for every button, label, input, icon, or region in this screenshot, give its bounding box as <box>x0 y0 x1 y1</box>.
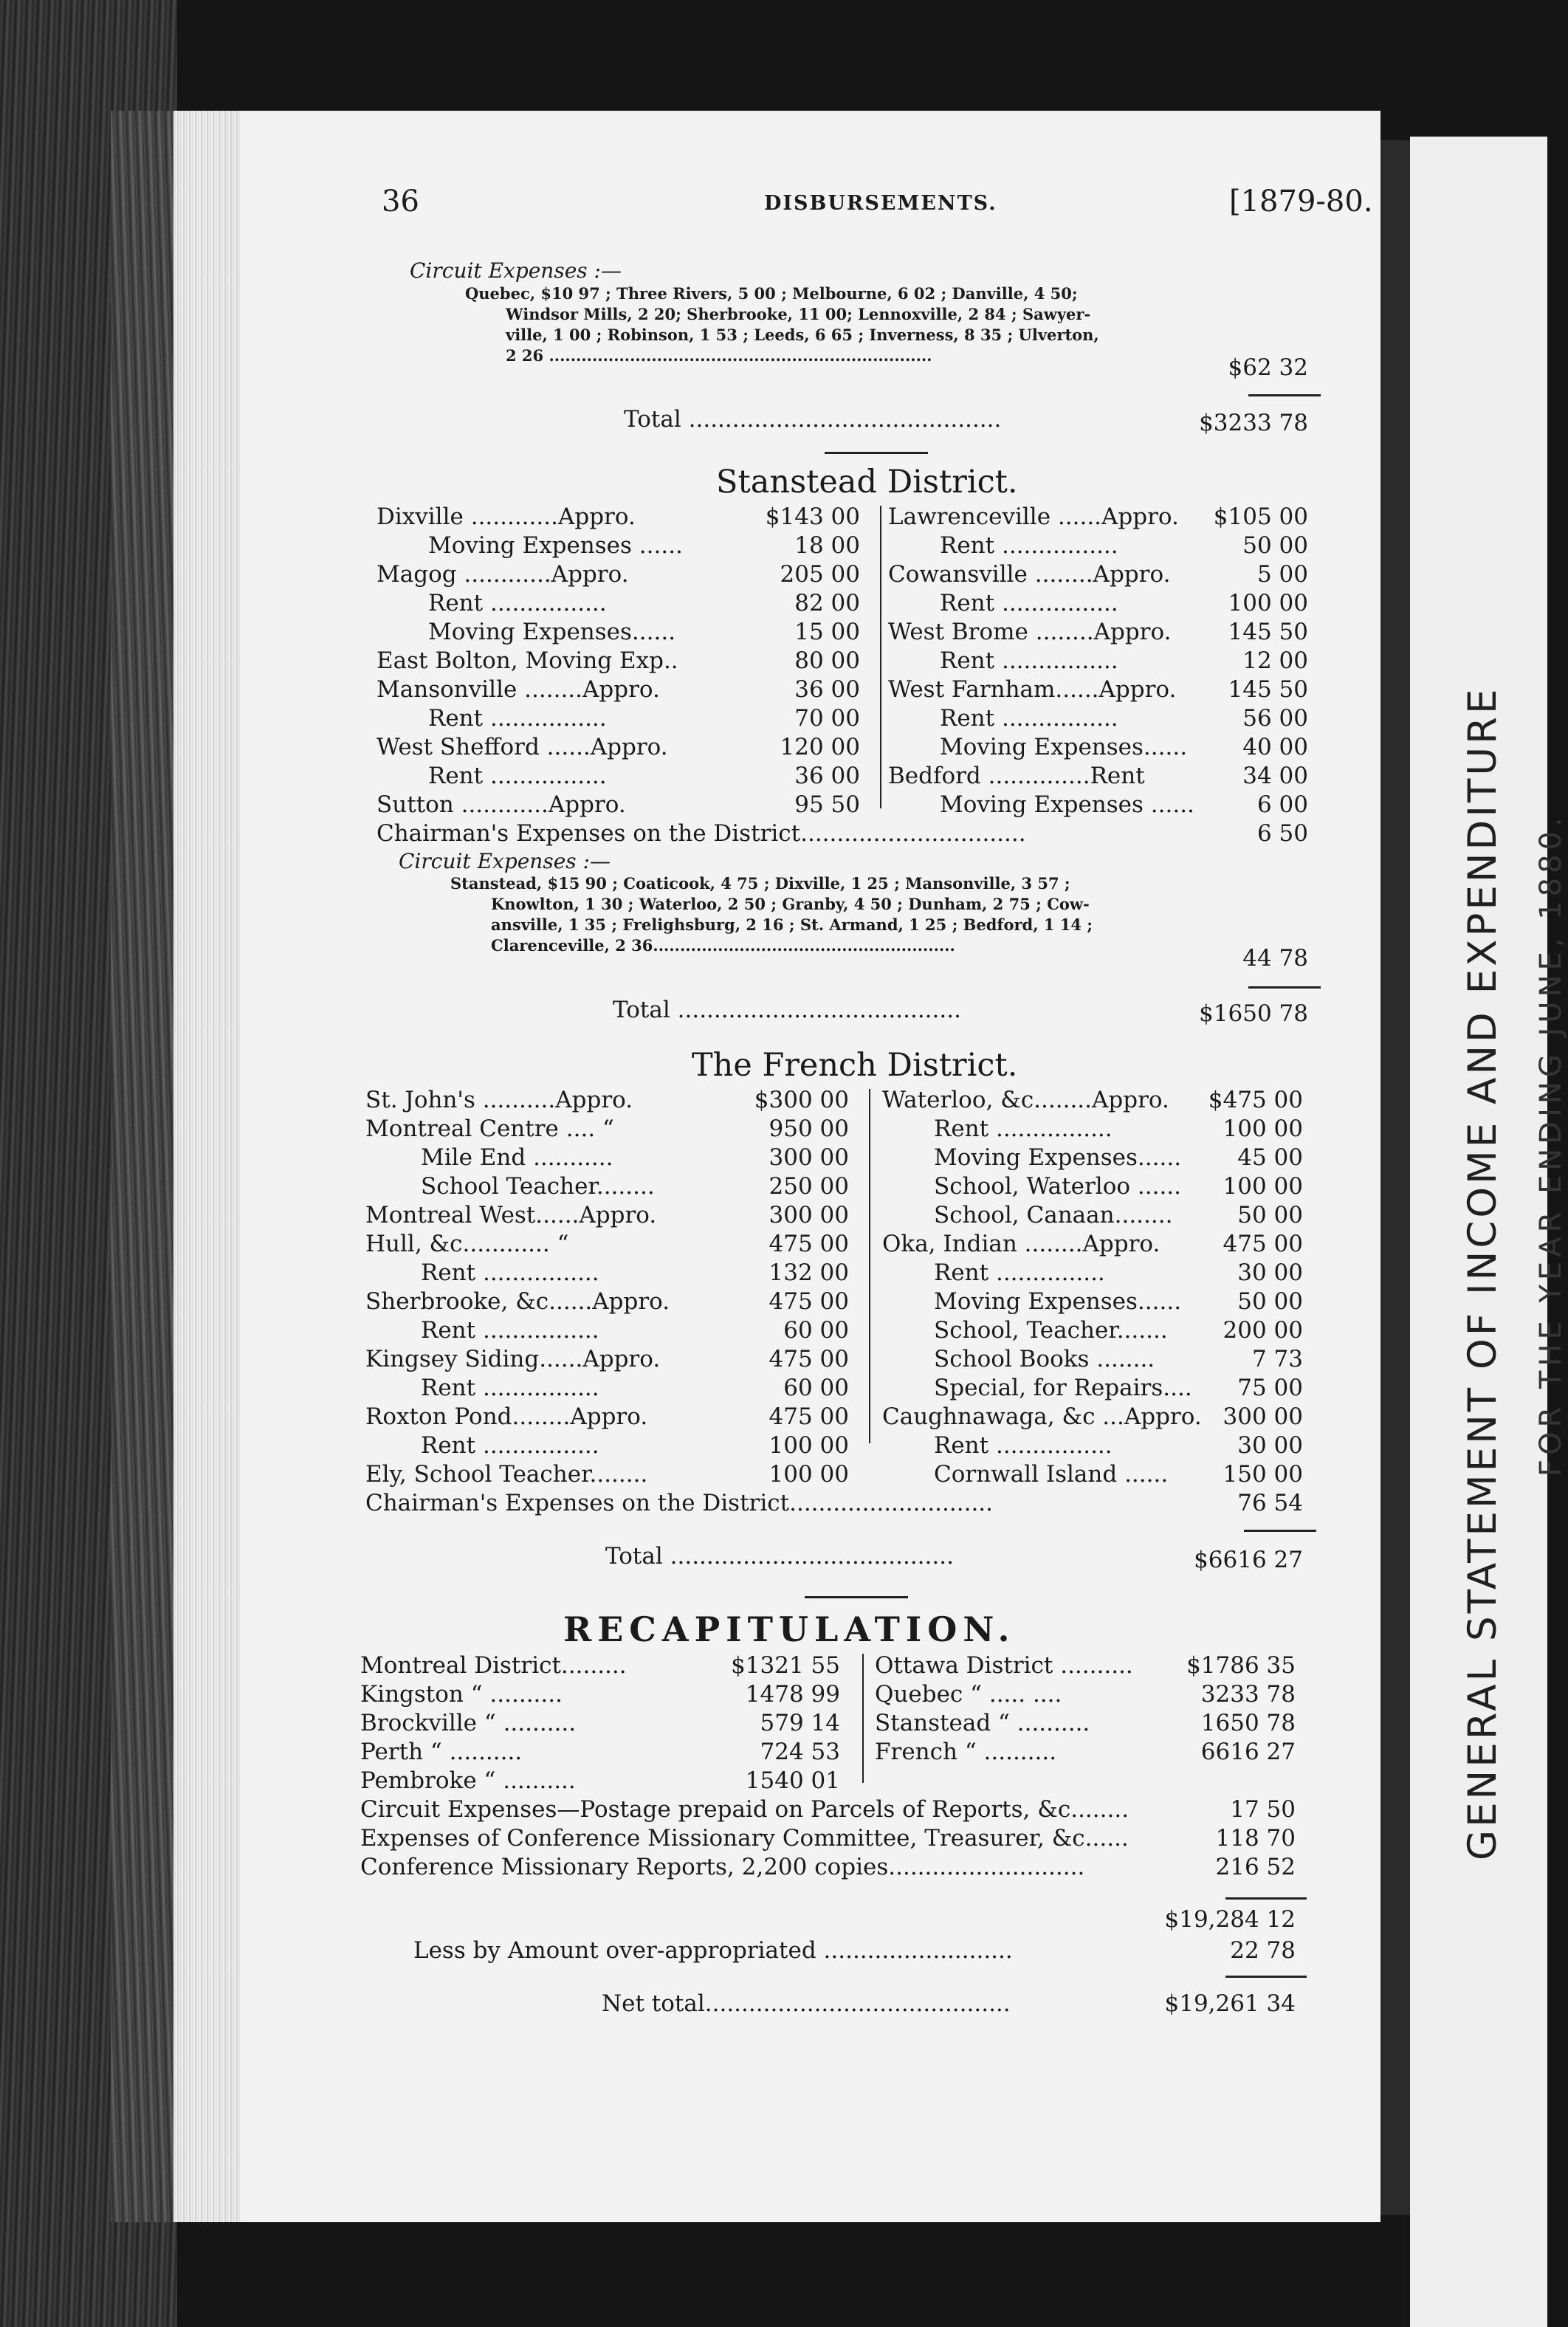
circuit-line: 2 26 ....................................................................... <box>506 346 932 365</box>
list-item: Caughnawaga, &c ...Appro. <box>882 1403 1202 1430</box>
item-amount: 475 00 <box>768 1403 849 1430</box>
list-item: Rent ................ <box>421 1375 599 1401</box>
circuit-line: Quebec, $10 97 ; Three Rivers, 5 00 ; Melbourne, 6 02 ; Danville, 4 50; <box>465 284 1078 303</box>
section-divider <box>825 452 928 454</box>
list-item: Bedford ..............Rent <box>888 763 1145 789</box>
list-item: Mile End ........... <box>421 1144 613 1171</box>
item-amount: 300 00 <box>768 1202 849 1228</box>
item-amount: 100 00 <box>768 1461 849 1488</box>
total-label: Total ....................................... <box>613 997 961 1023</box>
extra-expense: Conference Missionary Reports, 2,200 copies........................... <box>360 1854 1085 1880</box>
item-amount: 6 00 <box>1256 791 1308 818</box>
list-item: Rent ................ <box>940 647 1118 674</box>
sum-rule <box>1225 1897 1307 1900</box>
circuit-heading: Circuit Expenses :— <box>399 849 611 873</box>
list-item: Stanstead “ .......... <box>875 1710 1090 1736</box>
item-amount: 118 70 <box>1215 1825 1296 1852</box>
list-item: Montreal District......... <box>360 1652 627 1679</box>
list-item: Moving Expenses...... <box>940 734 1188 760</box>
item-amount: 120 00 <box>780 734 860 760</box>
item-amount: 34 00 <box>1242 763 1308 789</box>
item-amount: 475 00 <box>1223 1231 1303 1257</box>
facing-page-title: GENERAL STATEMENT OF INCOME AND EXPENDITURE <box>1460 686 1505 1860</box>
less-amount: 22 78 <box>1230 1937 1296 1964</box>
circuit-line: ville, 1 00 ; Robinson, 1 53 ; Leeds, 6 65 ; Inverness, 8 35 ; Ulverton, <box>506 326 1099 344</box>
list-item: Rent ................ <box>428 590 607 616</box>
list-item: Lawrenceville ......Appro. <box>888 503 1179 530</box>
total-amount: $6616 27 <box>1194 1547 1303 1573</box>
section-divider <box>805 1596 908 1598</box>
column-divider <box>869 1089 870 1443</box>
item-amount: 950 00 <box>768 1116 849 1142</box>
item-amount: 6616 27 <box>1200 1739 1296 1765</box>
item-amount: 82 00 <box>794 590 860 616</box>
sum-rule <box>1248 986 1321 989</box>
total-label: Total ....................................... <box>605 1543 954 1570</box>
subtotal-amount: $19,284 12 <box>1164 1906 1296 1933</box>
document-page <box>240 111 1380 2222</box>
net-total-amount: $19,261 34 <box>1164 1990 1296 2017</box>
total-amount: $1650 78 <box>1199 1000 1308 1027</box>
extra-expense: Circuit Expenses—Postage prepaid on Parcels of Reports, &c........ <box>360 1796 1129 1823</box>
item-amount: 76 54 <box>1237 1490 1303 1516</box>
item-amount: 250 00 <box>768 1173 849 1200</box>
item-amount: 5 00 <box>1256 561 1308 588</box>
item-amount: 145 50 <box>1228 619 1308 645</box>
item-amount: 12 00 <box>1242 647 1308 674</box>
item-amount: $1321 55 <box>731 1652 840 1679</box>
item-amount: 45 00 <box>1237 1144 1303 1171</box>
facing-page-subtitle: FOR THE YEAR ENDING JUNE, 1880. <box>1534 813 1568 1477</box>
item-amount: 7 73 <box>1251 1346 1303 1372</box>
list-item: Cornwall Island ...... <box>934 1461 1169 1488</box>
list-item: Special, for Repairs.... <box>934 1375 1192 1401</box>
circuit-line: Windsor Mills, 2 20; Sherbrooke, 11 00; Lennoxville, 2 84 ; Sawyer- <box>506 305 1091 323</box>
list-item: Sherbrooke, &c......Appro. <box>365 1288 670 1315</box>
item-amount: 216 52 <box>1215 1854 1296 1880</box>
list-item: Kingston “ .......... <box>360 1681 563 1708</box>
list-item: Rent ................ <box>421 1432 599 1459</box>
list-item: Magog ............Appro. <box>376 561 629 588</box>
item-amount: 15 00 <box>794 619 860 645</box>
list-item: Hull, &c............ “ <box>365 1231 569 1257</box>
circuit-line: Stanstead, $15 90 ; Coaticook, 4 75 ; Dixville, 1 25 ; Mansonville, 3 57 ; <box>450 874 1070 893</box>
item-amount: 17 50 <box>1230 1796 1296 1823</box>
net-total-label: Net total.......................................... <box>602 1990 1011 2017</box>
list-item: Rent ................ <box>421 1317 599 1344</box>
item-amount: 475 00 <box>768 1231 849 1257</box>
chairman-expenses: Chairman's Expenses on the District............................... <box>376 820 1026 847</box>
item-amount: 18 00 <box>794 532 860 559</box>
list-item: Roxton Pond........Appro. <box>365 1403 648 1430</box>
list-item: School, Canaan........ <box>934 1202 1173 1228</box>
item-amount: $105 00 <box>1213 503 1308 530</box>
item-amount: 100 00 <box>1223 1173 1303 1200</box>
item-amount: 6 50 <box>1256 820 1308 847</box>
item-amount: $475 00 <box>1208 1087 1303 1113</box>
list-item: Rent ................ <box>428 705 607 732</box>
item-amount: 1540 01 <box>745 1767 840 1794</box>
item-amount: 36 00 <box>794 763 860 789</box>
list-item: Rent ................ <box>940 532 1118 559</box>
list-item: Montreal Centre .... “ <box>365 1116 614 1142</box>
item-amount: 50 00 <box>1242 532 1308 559</box>
list-item: Rent ................ <box>934 1432 1113 1459</box>
item-amount: 36 00 <box>794 676 860 703</box>
item-amount: 60 00 <box>783 1317 849 1344</box>
item-amount: 60 00 <box>783 1375 849 1401</box>
item-amount: 1650 78 <box>1200 1710 1296 1736</box>
total-amount: $3233 78 <box>1199 410 1308 436</box>
item-amount: 70 00 <box>794 705 860 732</box>
recap-title: RECAPITULATION. <box>563 1609 1016 1649</box>
circuit-line: Clarenceville, 2 36........................................................ <box>491 936 955 955</box>
item-amount: 145 50 <box>1228 676 1308 703</box>
item-amount: 724 53 <box>760 1739 840 1765</box>
item-amount: 100 00 <box>1228 590 1308 616</box>
total-label: Total ........................................... <box>624 406 1002 433</box>
page-edges <box>173 111 240 2222</box>
list-item: Waterloo, &c........Appro. <box>882 1087 1169 1113</box>
fiscal-year: [1879-80. <box>1229 185 1373 219</box>
list-item: Moving Expenses ...... <box>940 791 1194 818</box>
list-item: School Teacher........ <box>421 1173 655 1200</box>
list-item: Moving Expenses...... <box>428 619 676 645</box>
item-amount: $143 00 <box>765 503 860 530</box>
item-amount: 150 00 <box>1223 1461 1303 1488</box>
list-item: Rent ................ <box>428 763 607 789</box>
list-item: East Bolton, Moving Exp.. <box>376 647 678 674</box>
list-item: Quebec “ ..... .... <box>875 1681 1062 1708</box>
item-amount: 30 00 <box>1237 1259 1303 1286</box>
column-divider <box>862 1654 864 1783</box>
chairman-expenses: Chairman's Expenses on the District............................ <box>365 1490 994 1516</box>
list-item: West Farnham......Appro. <box>888 676 1177 703</box>
district-title: The French District. <box>692 1047 1018 1084</box>
item-amount: 200 00 <box>1223 1317 1303 1344</box>
less-label: Less by Amount over-appropriated .......................... <box>413 1937 1013 1964</box>
list-item: West Brome ........Appro. <box>888 619 1172 645</box>
list-item: West Shefford ......Appro. <box>376 734 668 760</box>
item-amount: 3233 78 <box>1200 1681 1296 1708</box>
list-item: School, Teacher....... <box>934 1317 1168 1344</box>
item-amount: 95 50 <box>794 791 860 818</box>
list-item: School, Waterloo ...... <box>934 1173 1182 1200</box>
page-number: 36 <box>382 185 419 219</box>
sum-rule <box>1248 394 1321 396</box>
item-amount: 300 00 <box>768 1144 849 1171</box>
item-amount: 100 00 <box>1223 1116 1303 1142</box>
sum-rule <box>1244 1530 1316 1532</box>
circuit-line: Knowlton, 1 30 ; Waterloo, 2 50 ; Granby, 4 50 ; Dunham, 2 75 ; Cow- <box>491 895 1090 913</box>
item-amount: 1478 99 <box>745 1681 840 1708</box>
circuit-heading: Circuit Expenses :— <box>410 258 622 283</box>
list-item: School Books ........ <box>934 1346 1155 1372</box>
item-amount: 100 00 <box>768 1432 849 1459</box>
item-amount: 80 00 <box>794 647 860 674</box>
item-amount: $1786 35 <box>1186 1652 1296 1679</box>
list-item: Kingsey Siding......Appro. <box>365 1346 661 1372</box>
list-item: Rent ................ <box>934 1116 1113 1142</box>
column-divider <box>880 506 881 808</box>
list-item: Rent ................ <box>940 705 1118 732</box>
list-item: Dixville ............Appro. <box>376 503 636 530</box>
list-item: Pembroke “ .......... <box>360 1767 576 1794</box>
list-item: French “ .......... <box>875 1739 1057 1765</box>
item-amount: 475 00 <box>768 1346 849 1372</box>
list-item: St. John's ..........Appro. <box>365 1087 633 1113</box>
list-item: Mansonville ........Appro. <box>376 676 660 703</box>
list-item: Cowansville ........Appro. <box>888 561 1171 588</box>
item-amount: 579 14 <box>760 1710 840 1736</box>
circuit-amount: $62 32 <box>1228 354 1308 381</box>
list-item: Moving Expenses...... <box>934 1144 1182 1171</box>
book-gutter <box>1380 140 1410 2215</box>
extra-expense: Expenses of Conference Missionary Committee, Treasurer, &c...... <box>360 1825 1129 1852</box>
item-amount: 300 00 <box>1223 1403 1303 1430</box>
circuit-amount: 44 78 <box>1242 945 1308 972</box>
list-item: Rent ................ <box>421 1259 599 1286</box>
list-item: Ely, School Teacher........ <box>365 1461 648 1488</box>
item-amount: $300 00 <box>754 1087 849 1113</box>
item-amount: 205 00 <box>780 561 860 588</box>
marbled-endpaper-inner <box>111 111 177 2222</box>
list-item: Oka, Indian ........Appro. <box>882 1231 1160 1257</box>
item-amount: 30 00 <box>1237 1432 1303 1459</box>
circuit-line: ansville, 1 35 ; Frelighsburg, 2 16 ; St. Armand, 1 25 ; Bedford, 1 14 ; <box>491 915 1093 934</box>
item-amount: 475 00 <box>768 1288 849 1315</box>
district-title: Stanstead District. <box>716 464 1018 501</box>
list-item: Montreal West......Appro. <box>365 1202 657 1228</box>
list-item: Sutton ............Appro. <box>376 791 626 818</box>
list-item: Brockville “ .......... <box>360 1710 577 1736</box>
item-amount: 40 00 <box>1242 734 1308 760</box>
list-item: Rent ............... <box>934 1259 1105 1286</box>
item-amount: 50 00 <box>1237 1288 1303 1315</box>
sum-rule <box>1225 1976 1307 1978</box>
list-item: Moving Expenses...... <box>934 1288 1182 1315</box>
item-amount: 75 00 <box>1237 1375 1303 1401</box>
list-item: Rent ................ <box>940 590 1118 616</box>
list-item: Ottawa District .......... <box>875 1652 1133 1679</box>
item-amount: 132 00 <box>768 1259 849 1286</box>
list-item: Perth “ .......... <box>360 1739 523 1765</box>
item-amount: 56 00 <box>1242 705 1308 732</box>
item-amount: 50 00 <box>1237 1202 1303 1228</box>
page-heading: DISBURSEMENTS. <box>764 192 997 215</box>
list-item: Moving Expenses ...... <box>428 532 683 559</box>
